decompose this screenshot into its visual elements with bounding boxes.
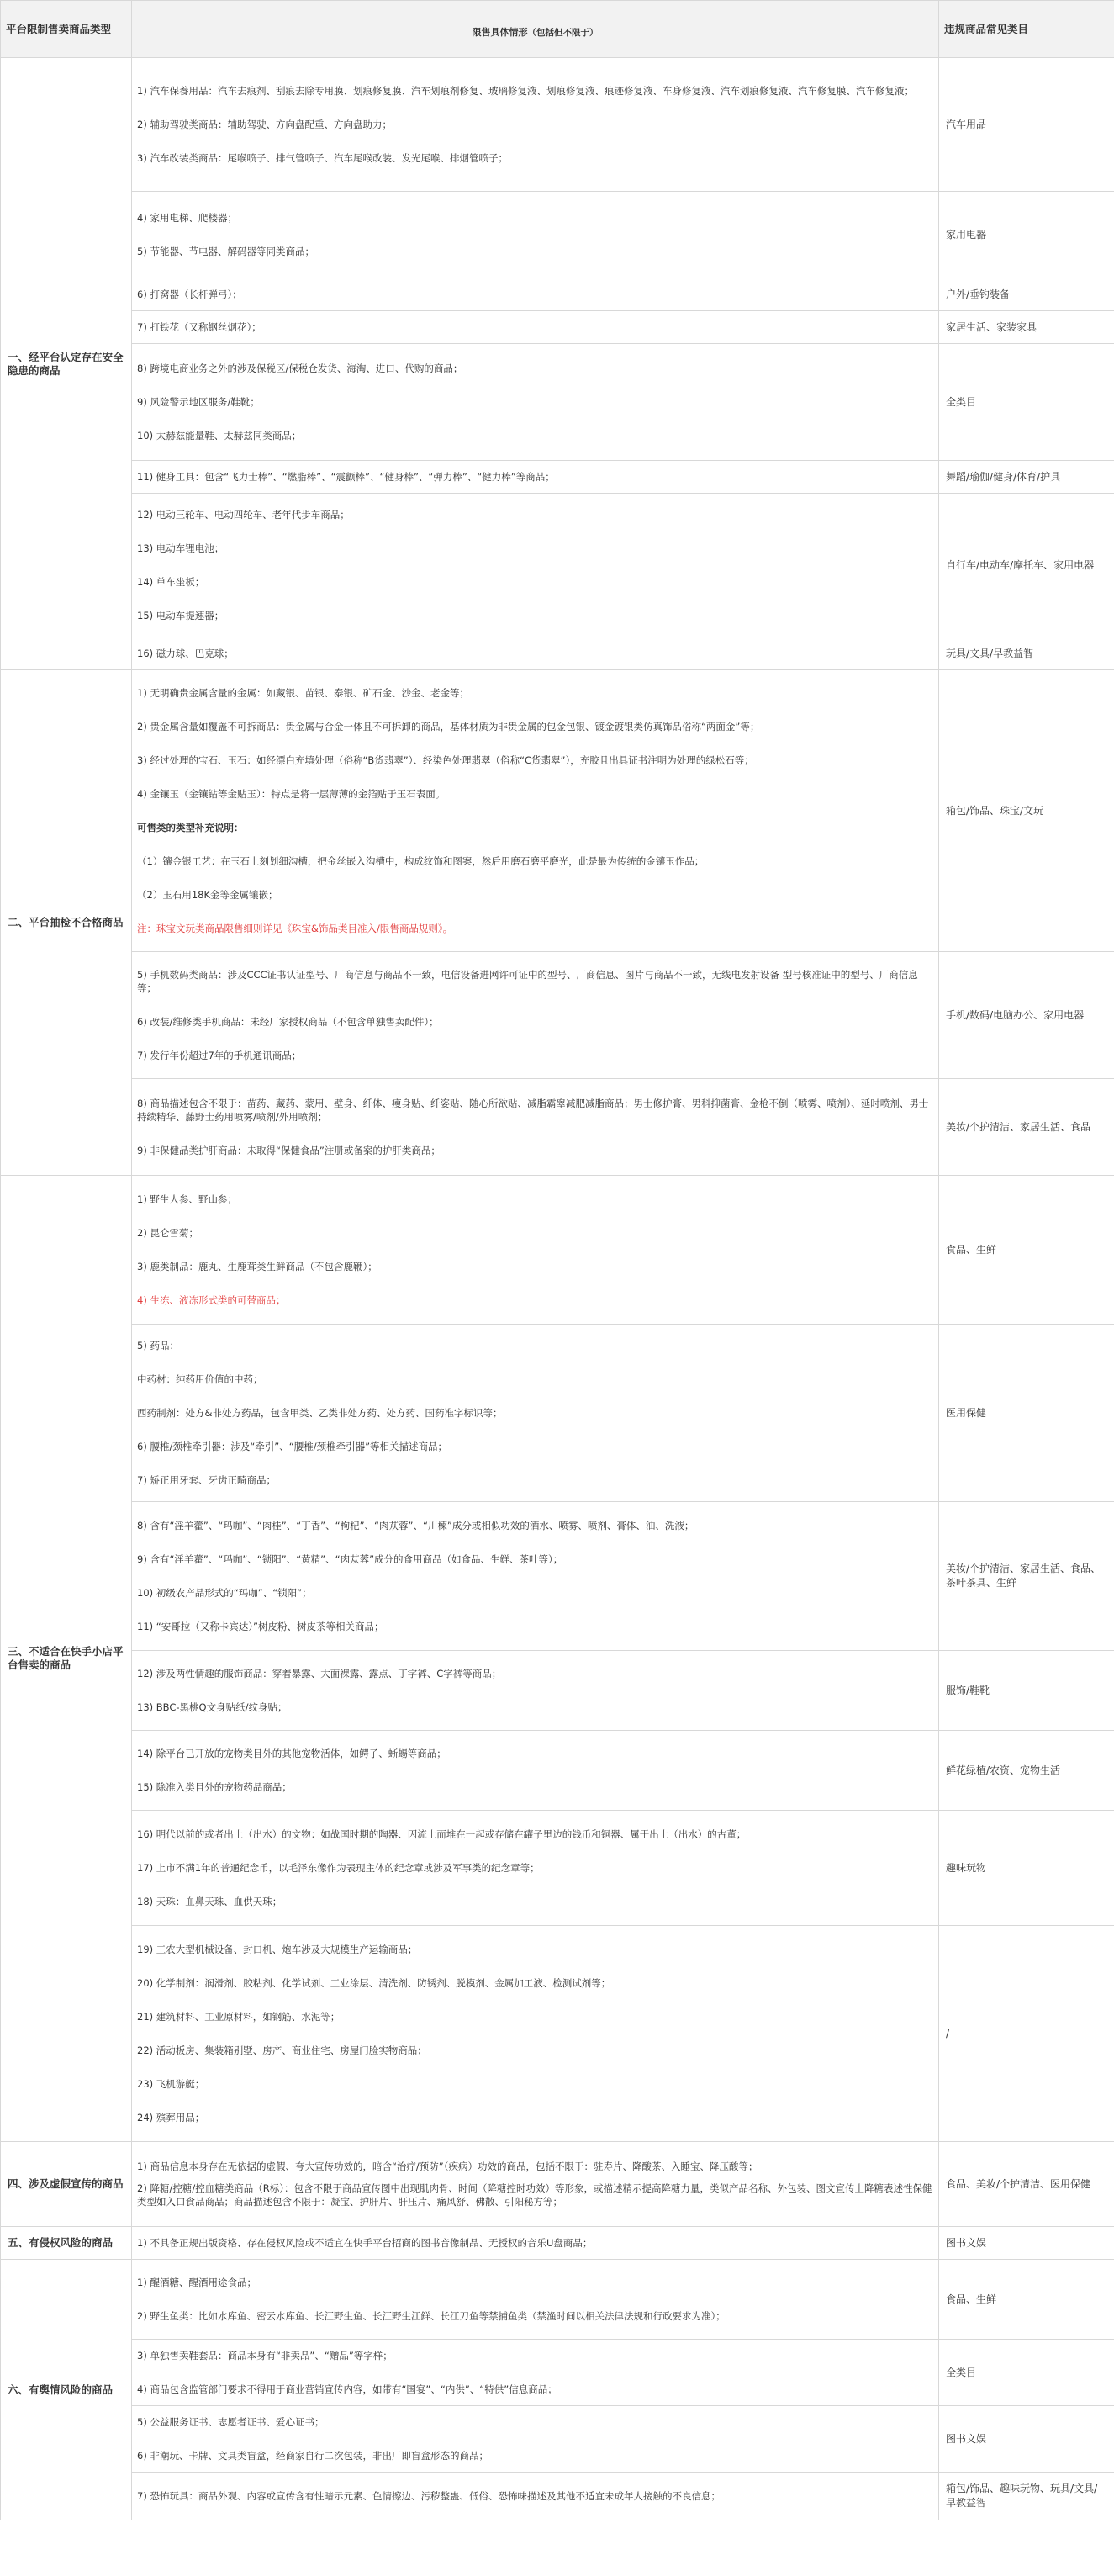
group-title: 五、有侵权风险的商品 <box>1 2227 132 2260</box>
row-items <box>132 670 939 952</box>
list-item: 2) 昆仑雪菊； <box>137 1227 198 1239</box>
list-item: 5) 手机数码类商品：涉及CCC证书认证型号、厂商信息与商品不一致，电信设备进网许可证中的型号、厂商信息、图片与商品不一致，无线电发射设备 型号核准证中的型号、厂商信息等； <box>137 969 918 994</box>
table-row <box>1 2227 1114 2260</box>
header-category: 违规商品常见类目 <box>939 1 1114 58</box>
group-title: 一、经平台认定存在安全隐患的商品 <box>1 58 132 670</box>
table-header-row <box>1 1 1114 58</box>
row-category: 舞蹈/瑜伽/健身/体育/护具 <box>939 461 1114 494</box>
list-item: 2) 贵金属含量如覆盖不可拆商品：贵金属与合金一体且不可拆卸的商品，基体材质为非贵金属的包金包银、镀金镀银类仿真饰品俗称“两面金”等； <box>137 721 760 733</box>
list-item: 8) 商品描述包含不限于：苗药、藏药、蒙用、壁身、纤体、瘦身贴、纤姿贴、随心所欲贴、减脂霸睾减肥减脂商品；男士修护膏、男科抑菌膏、金枪不倒（喷雾、喷剂）、延时喷剂、男士持续精华、藤野士药用喷雾/喷剂/外用喷剂； <box>137 1098 929 1123</box>
list-item: 注：珠宝文玩类商品限售细则详见《珠宝&饰品类目准入/限售商品规则》。 <box>137 923 453 934</box>
list-item: 1) 醒酒糖、醒酒用途食品； <box>137 2277 256 2288</box>
list-item: 7) 发行年份超过7年的手机通讯商品； <box>137 1050 302 1061</box>
table-row <box>1 670 1114 952</box>
group-title: 三、不适合在快手小店平台售卖的商品 <box>1 1176 132 2142</box>
row-items <box>132 2142 939 2227</box>
row-category: 鲜花绿植/农资、宠物生活 <box>939 1731 1114 1811</box>
list-item: 1) 野生人参、野山参； <box>137 1193 237 1205</box>
list-item: 2) 野生鱼类：比如水库鱼、密云水库鱼、长江野生鱼、长江野生江鲜、长江刀鱼等禁捕鱼类（禁渔时间以相关法律法规和行政要求为准）； <box>137 2310 726 2322</box>
table-row <box>1 344 1114 461</box>
row-category: 家居生活、家装家具 <box>939 311 1114 344</box>
table-row <box>1 494 1114 637</box>
list-item: 17) 上市不满1年的普通纪念币，以毛泽东像作为表现主体的纪念章或涉及军事类的纪念章等； <box>137 1862 540 1874</box>
list-item: 12) 电动三轮车、电动四轮车、老年代步车商品； <box>137 509 350 521</box>
row-category: 玩具/文具/早教益智 <box>939 637 1114 670</box>
row-category: 手机/数码/电脑办公、家用电器 <box>939 952 1114 1079</box>
table-row <box>1 1651 1114 1731</box>
list-item: 6) 非潮玩、卡牌、文具类盲盒，经商家自行二次包装，非出厂即盲盒形态的商品； <box>137 2450 488 2462</box>
list-item: 1) 无明确贵金属含量的金属：如藏银、苗银、泰银、矿石金、沙金、老金等； <box>137 687 469 699</box>
group-title: 二、平台抽检不合格商品 <box>1 670 132 1176</box>
table-row <box>1 2260 1114 2340</box>
group-title: 六、有舆情风险的商品 <box>1 2260 132 2520</box>
list-item: 20) 化学制剂：润滑剂、胶粘剂、化学试剂、工业涂层、清洗剂、防锈剂、脱模剂、金属加工液、检测试剂等； <box>137 1977 611 1989</box>
list-item: 10) 太赫兹能量鞋、太赫兹同类商品； <box>137 430 302 442</box>
row-category: / <box>939 1926 1114 2142</box>
row-items <box>132 1731 939 1811</box>
row-items <box>132 2473 939 2520</box>
list-item: 18) 天珠：血鼻天珠、血供天珠； <box>137 1896 282 1907</box>
row-category: 图书文娱 <box>939 2406 1114 2473</box>
table-row <box>1 58 1114 192</box>
list-item: 15) 电动车提速器； <box>137 610 224 622</box>
row-items <box>132 58 939 192</box>
row-items <box>132 2340 939 2406</box>
list-item: 7) 恐怖玩具：商品外观、内容或宣传含有性暗示元素、色情擦边、污秽整蛊、低俗、恐怖味描述及其他不适宜未成年人接触的不良信息； <box>137 2490 721 2502</box>
row-category: 趣味玩物 <box>939 1811 1114 1926</box>
list-item: 3) 经过处理的宝石、玉石：如经漂白充填处理（俗称“B货翡翠”）、经染色处理翡翠（俗称“C货翡翠”），充胶且出具证书注明为处理的绿松石等； <box>137 754 754 766</box>
row-items <box>132 494 939 637</box>
table-row <box>1 1926 1114 2142</box>
list-item: 西药制剂：处方&非处方药品，包含甲类、乙类非处方药、处方药、国药准字标识等； <box>137 1407 503 1419</box>
list-item: 12) 涉及两性情趣的服饰商品：穿着暴露、大面裸露、露点、丁字裤、C字裤等商品； <box>137 1668 502 1679</box>
list-item: 4) 商品包含监管部门要求不得用于商业营销宣传内容，如带有“国宴”、“内供”、“特供”信息商品； <box>137 2383 557 2395</box>
row-items <box>132 1079 939 1176</box>
list-item: 6) 腰椎/颈椎牵引器：涉及“牵引”、“腰椎/颈椎牵引器”等相关描述商品； <box>137 1441 448 1452</box>
table-row <box>1 278 1114 311</box>
row-category: 户外/垂钓装备 <box>939 278 1114 311</box>
row-items <box>132 192 939 278</box>
row-items <box>132 2227 939 2260</box>
row-category: 医用保健 <box>939 1325 1114 1502</box>
row-items <box>132 2406 939 2473</box>
list-item: 7) 矫正用牙套、牙齿正畸商品； <box>137 1474 276 1486</box>
list-item: 24) 殡葬用品； <box>137 2112 205 2124</box>
row-category: 自行车/电动车/摩托车、家用电器 <box>939 494 1114 637</box>
list-item: 3) 鹿类制品：鹿丸、生鹿茸类生鲜商品（不包含鹿鞭）； <box>137 1261 377 1272</box>
row-items <box>132 1502 939 1651</box>
table-row <box>1 461 1114 494</box>
table-row <box>1 2473 1114 2520</box>
list-item: 可售类的类型补充说明： <box>137 822 244 833</box>
table-row <box>1 1079 1114 1176</box>
row-category: 美妆/个护清洁、家居生活、食品、茶叶茶具、生鲜 <box>939 1502 1114 1651</box>
row-items <box>132 1811 939 1926</box>
table-row <box>1 2340 1114 2406</box>
row-items <box>132 952 939 1079</box>
list-item: 4) 生冻、液冻形式类的可替商品； <box>137 1294 286 1306</box>
list-item: 5) 药品： <box>137 1340 179 1351</box>
table-row <box>1 1731 1114 1811</box>
row-category: 全类目 <box>939 2340 1114 2406</box>
row-items <box>132 1325 939 1502</box>
row-category: 食品、生鲜 <box>939 2260 1114 2340</box>
list-item: 21) 建筑材料、工业原材料，如钢筋、水泥等； <box>137 2011 341 2023</box>
row-items <box>132 1176 939 1325</box>
list-item: 中药材：纯药用价值的中药； <box>137 1373 263 1385</box>
row-category: 箱包/饰品、珠宝/文玩 <box>939 670 1114 952</box>
list-item: 13) 电动车锂电池； <box>137 542 224 554</box>
table-row <box>1 1502 1114 1651</box>
list-item: 8) 跨境电商业务之外的涉及保税区/保税仓发货、海淘、进口、代购的商品； <box>137 362 463 374</box>
row-items <box>132 1651 939 1731</box>
row-category: 服饰/鞋靴 <box>939 1651 1114 1731</box>
header-detail <box>132 1 939 58</box>
row-category: 食品、生鲜 <box>939 1176 1114 1325</box>
row-category: 箱包/饰品、趣味玩物、玩具/文具/早教益智 <box>939 2473 1114 2520</box>
table-row <box>1 2406 1114 2473</box>
list-item: 3) 单独售卖鞋套品：商品本身有“非卖品”、“赠品”等字样； <box>137 2350 393 2362</box>
row-items <box>132 637 939 670</box>
list-item: 4) 家用电梯、爬楼器； <box>137 212 237 224</box>
list-item: 2) 辅助驾驶类商品：辅助驾驶、方向盘配重、方向盘助力； <box>137 119 392 130</box>
table-row <box>1 952 1114 1079</box>
table-row <box>1 311 1114 344</box>
table-row <box>1 192 1114 278</box>
list-item: 5) 公益服务证书、志愿者证书、爱心证书； <box>137 2416 325 2428</box>
header-type: 平台限制售卖商品类型 <box>1 1 132 58</box>
list-item: 13) BBC-黑桃Q文身贴纸/纹身贴； <box>137 1701 288 1713</box>
list-item: 6) 打窝器（长杆弹弓）； <box>137 288 242 300</box>
row-category: 美妆/个护清洁、家居生活、食品 <box>939 1079 1114 1176</box>
row-items <box>132 1926 939 2142</box>
table-row <box>1 2142 1114 2227</box>
list-item: 7) 打铁花（又称钢丝烟花）； <box>137 321 261 333</box>
table-row <box>1 1325 1114 1502</box>
header-detail-hint: （包括但不限于） <box>527 28 599 38</box>
list-item: 11) “安哥拉（又称卡宾达）”树皮粉、树皮茶等相关商品； <box>137 1621 384 1632</box>
row-items <box>132 278 939 311</box>
list-item: 14) 单车坐板； <box>137 576 205 588</box>
row-category: 汽车用品 <box>939 58 1114 192</box>
row-category: 食品、美妆/个护清洁、医用保健 <box>939 2142 1114 2227</box>
list-item: 15) 除准入类目外的宠物药品商品； <box>137 1781 292 1793</box>
list-item: 9) 风险警示地区服务/鞋靴； <box>137 396 260 408</box>
list-item: （1）镶金银工艺：在玉石上刻划细沟槽，把金丝嵌入沟槽中，构成纹饰和图案，然后用磨石磨平磨光，此是最为传统的金镶玉作品； <box>137 855 705 867</box>
row-items <box>132 461 939 494</box>
row-category: 图书文娱 <box>939 2227 1114 2260</box>
list-item: 5) 节能器、节电器、解码器等同类商品； <box>137 246 314 257</box>
row-category: 家用电器 <box>939 192 1114 278</box>
table-row <box>1 1811 1114 1926</box>
list-item: 23) 飞机游艇； <box>137 2078 205 2090</box>
list-item: 16) 明代以前的或者出土（出水）的文物：如战国时期的陶器、因流土而堆在一起或存储在罐子里边的钱币和铜器、属于出土（出水）的古董； <box>137 1828 747 1840</box>
list-item: 11) 健身工具：包含“飞力士棒”、“燃脂棒”、“震颤棒”、“健身棒”、“弹力棒”、“健力棒”等商品； <box>137 471 555 483</box>
list-item: 9) 非保健品类护肝商品：未取得“保健食品”注册或备案的护肝类商品； <box>137 1145 441 1156</box>
list-item: 2) 降糖/控糖/控血糖类商品（R标）：包含不限于商品宣传图中出现肌肉骨、时间（降糖控时功效）等形象，或描述精示提高降糖力量，类似产品名称、外包装、图文宣传上降糖表述性保健类型如入口食品商品；商品描述包含不限于：凝宝、护肝片、肝压片、痛风舒、佛散、引阳秘方等； <box>137 2182 932 2208</box>
list-item: 1) 不具备正规出版资格、存在侵权风险或不适宜在快手平台招商的图书音像制品、无授权的音乐U盘商品； <box>137 2237 593 2249</box>
list-item: 1) 汽车保養用品：汽车去痕剂、刮痕去除专用膜、划痕修复膜、汽车划痕剂修复、玻璃修复液、划痕修复液、痕迹修复液、车身修复液、汽车划痕修复液、汽车修复膜、汽车修复液； <box>137 85 914 97</box>
list-item: 14) 除平台已开放的宠物类目外的其他宠物活体，如鳄子、蜥蜴等商品； <box>137 1748 446 1759</box>
group-title: 四、涉及虚假宣传的商品 <box>1 2142 132 2227</box>
row-items <box>132 2260 939 2340</box>
list-item: 1) 商品信息本身存在无依据的虚假、夸大宣传功效的，暗含“治疗/预防”（疾病）功效的商品，包括不限于：驻寿片、降酸茶、入睡宝、降压酸等； <box>137 2161 758 2172</box>
table-row <box>1 637 1114 670</box>
list-item: （2）玉石用18K金等金属镶嵌； <box>137 889 278 901</box>
row-items <box>132 344 939 461</box>
header-detail-title: 限售具体情形 <box>472 27 528 38</box>
list-item: 22) 活动板房、集装箱别墅、房产、商业住宅、房屋门脸实物商品； <box>137 2044 427 2056</box>
list-item: 19) 工农大型机械设备、封口机、炮车涉及大规模生产运输商品； <box>137 1944 418 1955</box>
list-item: 9) 含有“淫羊藿”、“玛咖”、“锁阳”、“黄精”、“肉苁蓉”成分的食用商品（如食品、生鲜、茶叶等）； <box>137 1553 563 1565</box>
list-item: 16) 磁力球、巴克球； <box>137 648 234 659</box>
list-item: 3) 汽车改装类商品：尾喉喷子、排气管喷子、汽车尾喉改装、发光尾喉、排烟管喷子； <box>137 152 508 164</box>
list-item: 6) 改装/维修类手机商品：未经厂家授权商品（不包含单独售卖配件）； <box>137 1016 439 1028</box>
list-item: 8) 含有“淫羊藿”、“玛咖”、“肉桂”、“丁香”、“枸杞”、“肉苁蓉”、“川楝”成分或相似功效的酒水、喷雾、喷剂、膏体、油、洗液； <box>137 1520 694 1531</box>
row-items <box>132 311 939 344</box>
table-row <box>1 1176 1114 1325</box>
list-item: 4) 金镶玉（金镶钻等金贴玉）：特点是将一层薄薄的金箔贴于玉石表面。 <box>137 788 446 800</box>
list-item: 10) 初级农产品形式的“玛咖”、“锁阳”； <box>137 1587 312 1599</box>
row-category: 全类目 <box>939 344 1114 461</box>
table-body <box>1 58 1114 2520</box>
